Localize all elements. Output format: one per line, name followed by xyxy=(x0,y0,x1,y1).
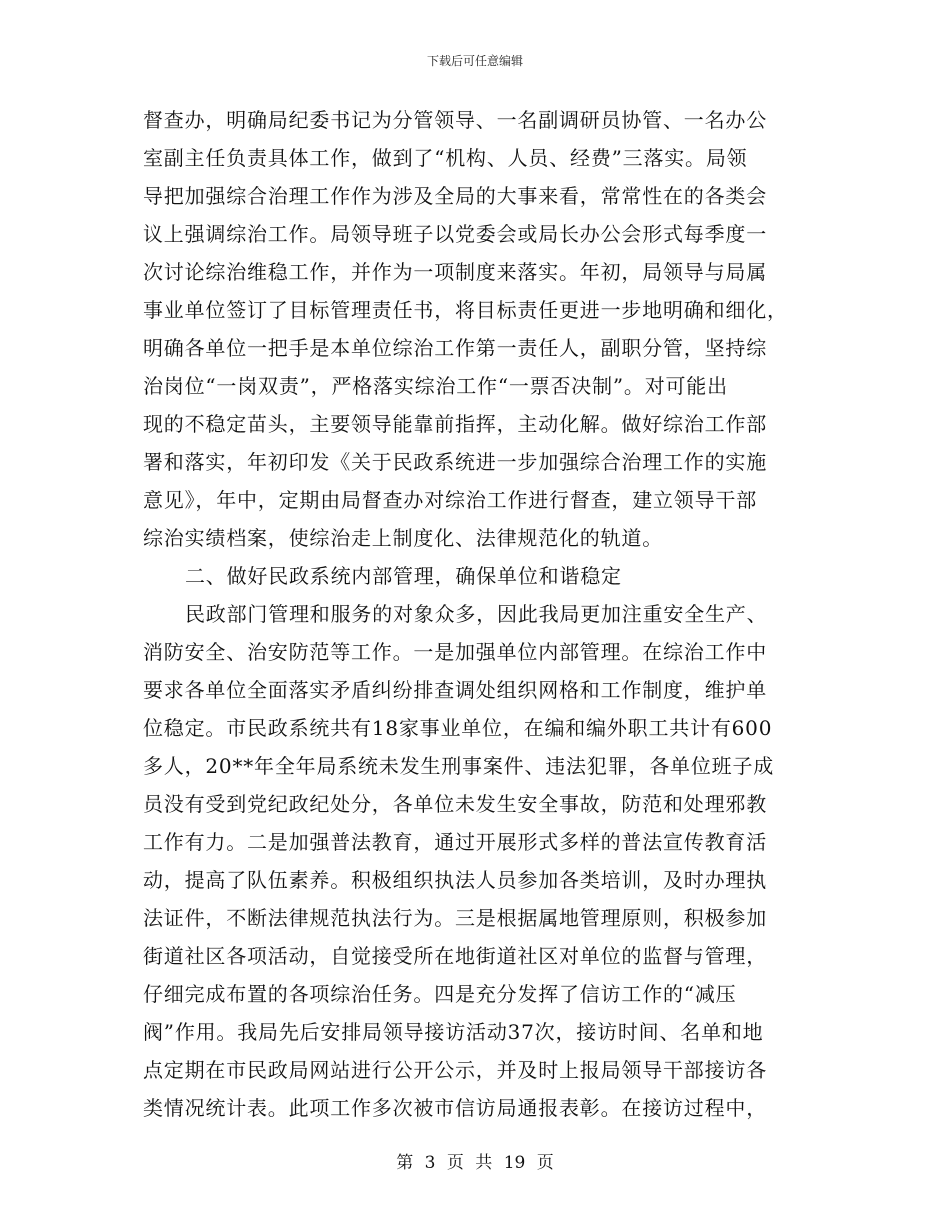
document-body xyxy=(143,101,813,1127)
text-line: 室副主任负责具体工作，做到了“机构、人员、经费”三落实。局领 xyxy=(143,146,748,170)
text-line: 督查办，明确局纪委书记为分管领导、一名副调研员协管、一名办公 xyxy=(143,108,767,132)
text-line: 多人，20**年全年局系统未发生刑事案件、违法犯罪，各单位班子成 xyxy=(143,754,775,778)
text-line: 意见》，年中，定期由局督查办对综治工作进行督查，建立领导干部 xyxy=(143,488,757,512)
text-line: 治岗位“一岗双责”，严格落实综治工作“一票否决制”。对可能出 xyxy=(143,374,728,398)
section-heading: 二、做好民政系统内部管理，确保单位和谐稳定 xyxy=(185,564,622,588)
text-line: 动，提高了队伍素养。积极组织执法人员参加各类培训，及时办理执 xyxy=(143,868,767,892)
text-line: 次讨论综治维稳工作，并作为一项制度来落实。年初，局领导与局属 xyxy=(143,260,767,284)
text-line: 工作有力。二是加强普法教育，通过开展形式多样的普法宣传教育活 xyxy=(143,830,767,854)
page-footer: 第 3 页 共 19 页 xyxy=(396,1153,554,1173)
text-line: 法证件，不断法律规范执法行为。三是根据属地管理原则，积极参加 xyxy=(143,906,767,930)
text-line: 现的不稳定苗头，主要领导能靠前指挥，主动化解。做好综治工作部 xyxy=(143,412,767,436)
text-line: 阀”作用。我局先后安排局领导接访活动37次，接访时间、名单和地 xyxy=(143,1020,764,1044)
text-line: 街道社区各项活动，自觉接受所在地街道社区对单位的监督与管理， xyxy=(143,944,767,968)
text-line: 消防安全、治安防范等工作。一是加强单位内部管理。在综治工作中 xyxy=(143,640,767,664)
text-line: 署和落实，年初印发《关于民政系统进一步加强综合治理工作的实施 xyxy=(143,450,767,474)
text-line: 综治实绩档案，使综治走上制度化、法律规范化的轨道。 xyxy=(143,526,663,550)
text-line: 类情况统计表。此项工作多次被市信访局通报表彰。在接访过程中， xyxy=(143,1096,767,1120)
text-line: 仔细完成布置的各项综治任务。四是充分发挥了信访工作的“减压 xyxy=(143,982,737,1006)
text-line: 位稳定。市民政系统共有18家事业单位，在编和编外职工共计有600 xyxy=(143,716,773,740)
text-line: 导把加强综合治理工作作为涉及全局的大事来看，常常性在的各类会 xyxy=(143,184,767,208)
page-header: 下载后可任意编辑 xyxy=(426,54,523,68)
text-line: 事业单位签订了目标管理责任书，将目标责任更进一步地明确和细化， xyxy=(143,298,788,322)
text-line: 明确各单位一把手是本单位综治工作第一责任人，副职分管，坚持综 xyxy=(143,336,767,360)
text-line: 民政部门管理和服务的对象众多，因此我局更加注重安全生产、 xyxy=(185,602,768,626)
text-line: 点定期在市民政局网站进行公开公示，并及时上报局领导干部接访各 xyxy=(143,1058,767,1082)
text-line: 要求各单位全面落实矛盾纠纷排查调处组织网格和工作制度，维护单 xyxy=(143,678,767,702)
text-line: 员没有受到党纪政纪处分，各单位未发生安全事故，防范和处理邪教 xyxy=(143,792,767,816)
text-line: 议上强调综治工作。局领导班子以党委会或局长办公会形式每季度一 xyxy=(143,222,767,246)
